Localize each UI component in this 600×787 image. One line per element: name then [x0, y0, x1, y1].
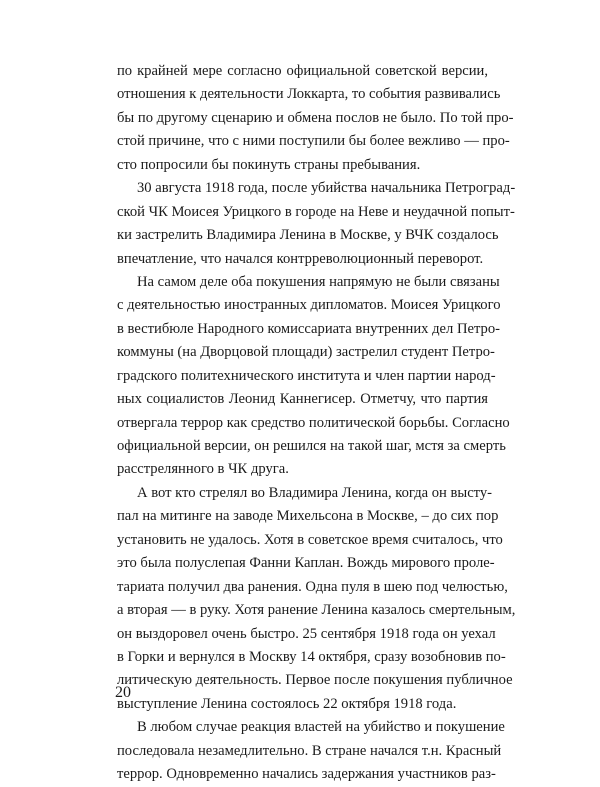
text-line: бы по другому сценарию и обмена послов не было. По той про- — [117, 109, 514, 126]
text-line: ки застрелить Владимира Ленина в Москве, у ВЧК создалось — [117, 227, 499, 244]
text-line: 30 августа 1918 года, после убийства начальника Петроград- — [137, 180, 516, 197]
text-line: это была полуслепая Фанни Каплан. Вождь мирового проле- — [117, 555, 495, 572]
text-line: коммуны (на Дворцовой площади) застрелил студент Петро- — [117, 344, 495, 361]
paragraph — [117, 271, 510, 482]
text-line: по крайней мере согласно официальной советской версии, — [117, 63, 488, 79]
text-line: пал на митинге на заводе Михельсона в Москве, – до сих пор — [117, 508, 499, 525]
text-line: На самом деле оба покушения напрямую не были связаны — [137, 273, 500, 290]
text-line: сто попросили бы покинуть страны пребывания. — [117, 156, 421, 173]
text-line: стой причине, что с ними поступили бы более вежливо — про- — [117, 133, 510, 150]
paragraph — [117, 716, 505, 786]
text-line: террор. Одновременно начались задержания участников раз- — [117, 766, 496, 783]
text-line: в Горки и вернулся в Москву 14 октября, сразу возобновив по- — [117, 648, 506, 665]
paragraph — [117, 482, 516, 716]
text-line: отвергала террор как средство политической борьбы. Согласно — [117, 414, 510, 431]
text-line: впечатление, что начался контрреволюционный переворот. — [117, 250, 484, 267]
text-line: расстрелянного в ЧК друга. — [117, 461, 289, 478]
text-line: литическую деятельность. Первое после покушения публичное — [117, 672, 513, 689]
text-line: ных социалистов Леонид Каннегисер. Отметчу, что партия — [117, 391, 488, 408]
text-line: с деятельностью иностранных дипломатов. Моисея Урицкого — [117, 297, 501, 314]
text-line: В любом случае реакция властей на убийство и покушение — [137, 719, 505, 736]
text-line: тариата получил два ранения. Одна пуля в шею под челюстью, — [117, 578, 508, 595]
text-line: отношения к деятельности Локкарта, то события развивались — [117, 86, 501, 103]
text-line: в вестибюле Народного комиссариата внутренних дел Петро- — [117, 320, 500, 337]
text-line: он выздоровел очень быстро. 25 сентября 1918 года он уехал — [117, 625, 496, 642]
text-line: выступление Ленина состоялось 22 октября 1918 года. — [117, 695, 457, 712]
text-line: установить не удалось. Хотя в советское время считалось, что — [117, 531, 503, 548]
body-text — [117, 60, 516, 787]
page-number: 20 — [115, 684, 131, 701]
text-line: А вот кто стрелял во Владимира Ленина, когда он высту- — [137, 484, 493, 501]
text-line: последовала незамедлительно. В стране начался т.н. Красный — [117, 742, 502, 759]
text-line: официальной версии, он решился на такой шаг, мстя за смерть — [117, 438, 506, 454]
text-line: а вторая — в руку. Хотя ранение Ленина казалось смертельным, — [117, 602, 516, 619]
paragraph — [117, 60, 514, 177]
paragraph — [117, 177, 516, 271]
text-line: ской ЧК Моисея Урицкого в городе на Неве и неудачной попыт- — [117, 203, 515, 220]
text-line: градского политехнического института и член партии народ- — [117, 367, 496, 384]
